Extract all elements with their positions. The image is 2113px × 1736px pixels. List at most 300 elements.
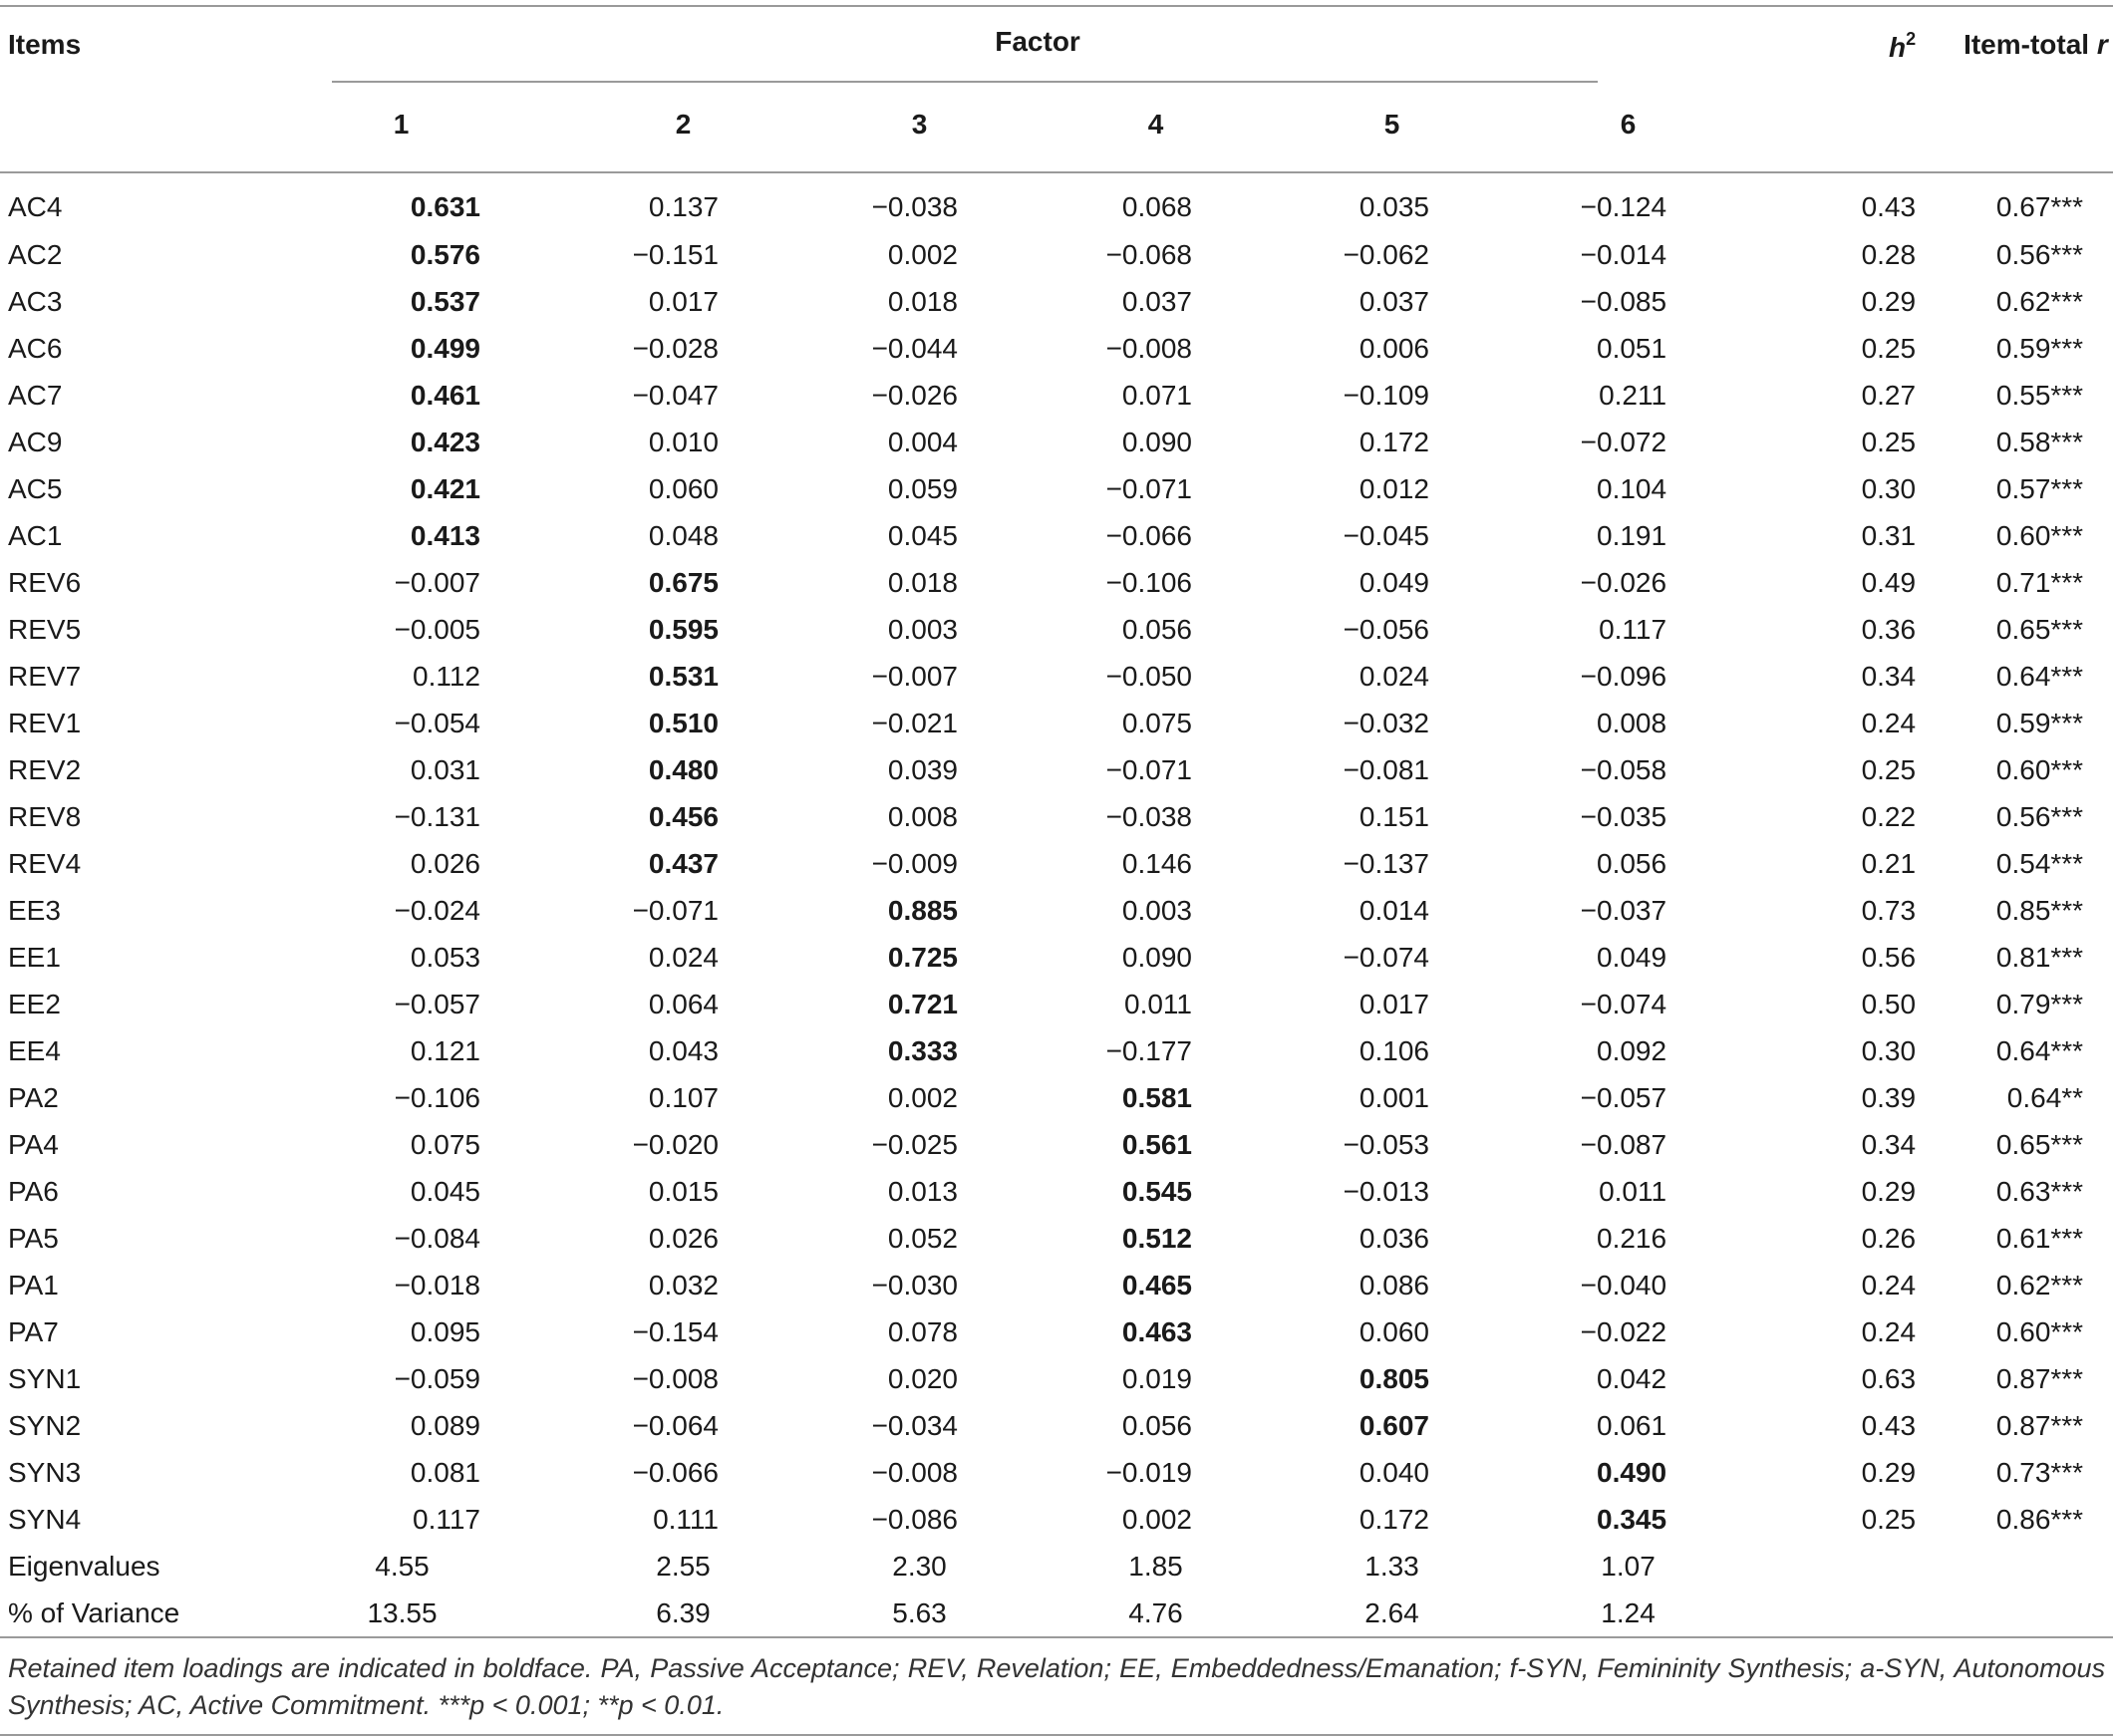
table-row <box>0 1449 2113 1496</box>
factor-6-loading: −0.074 <box>1580 988 1667 1019</box>
table-row <box>0 1496 2113 1543</box>
factor-2-loading: 0.531 <box>648 660 719 692</box>
factor-1-loading: 0.095 <box>410 1315 480 1347</box>
item-label: EE2 <box>8 988 61 1019</box>
factor-4-loading: −0.008 <box>1105 332 1192 364</box>
summary-factor-2: 6.39 <box>656 1596 711 1628</box>
h2-value: 0.22 <box>1861 800 1917 832</box>
item-label: PA7 <box>8 1315 59 1347</box>
factor-2-loading: 0.437 <box>648 847 719 879</box>
factor-1-loading: 0.112 <box>413 660 480 692</box>
table-row <box>0 1308 2113 1355</box>
factor-number-5: 5 <box>1383 108 1400 140</box>
factor-6-loading: 0.117 <box>1599 613 1667 645</box>
h2-value: 0.29 <box>1861 1175 1917 1207</box>
factor-4-loading: −0.066 <box>1105 519 1192 551</box>
item-label: AC9 <box>8 426 63 457</box>
item-label: EE4 <box>8 1034 61 1066</box>
factor-6-loading: −0.057 <box>1580 1081 1667 1113</box>
item-total-prefix: Item-total <box>1963 29 2097 60</box>
item-label: PA2 <box>8 1081 59 1113</box>
factor-5-loading: 0.001 <box>1358 1081 1429 1113</box>
factor-1-loading: 0.081 <box>410 1456 480 1488</box>
h2-value: 0.27 <box>1861 379 1917 411</box>
factor-2-loading: 0.017 <box>648 285 719 317</box>
factor-5-loading: 0.151 <box>1358 800 1429 832</box>
factor-1-loading: −0.084 <box>394 1222 480 1254</box>
factor-1-loading: 0.423 <box>410 426 480 457</box>
factor-6-loading: −0.085 <box>1580 285 1667 317</box>
h2-value: 0.30 <box>1861 1034 1917 1066</box>
factor-4-loading: 0.561 <box>1121 1128 1192 1160</box>
factor-2-loading: −0.008 <box>632 1362 719 1394</box>
factor-3-loading: 0.003 <box>887 613 958 645</box>
item-label: REV1 <box>8 707 82 738</box>
factor-1-loading: 0.075 <box>410 1128 480 1160</box>
table-row <box>0 793 2113 840</box>
table-row <box>0 419 2113 465</box>
factor-3-loading: 0.078 <box>887 1315 958 1347</box>
factor-5-loading: 0.014 <box>1358 894 1429 926</box>
factor-number-1: 1 <box>393 108 410 140</box>
summary-factor-5: 2.64 <box>1364 1596 1419 1628</box>
factor-4-loading: 0.068 <box>1121 191 1192 222</box>
item-total-r-value: 0.87*** <box>1995 1362 2084 1394</box>
item-total-r-value: 0.58*** <box>1995 426 2084 457</box>
factor-6-loading: −0.058 <box>1580 753 1667 785</box>
item-label: REV8 <box>8 800 82 832</box>
item-label: REV7 <box>8 660 82 692</box>
item-total-r-value: 0.81*** <box>1995 941 2084 973</box>
item-total-r-value: 0.62*** <box>1995 285 2084 317</box>
factor-4-loading: 0.037 <box>1121 285 1192 317</box>
factor-5-loading: 0.607 <box>1358 1409 1429 1441</box>
factor-4-loading: 0.011 <box>1124 988 1192 1019</box>
item-total-r-value: 0.60*** <box>1995 1315 2084 1347</box>
table-row <box>0 606 2113 653</box>
factor-3-loading: 0.018 <box>887 285 958 317</box>
factor-1-loading: 0.117 <box>413 1503 480 1535</box>
table-row <box>0 1402 2113 1449</box>
factor-3-loading: 0.002 <box>887 238 958 270</box>
table-row <box>0 278 2113 325</box>
factor-2-loading: 0.675 <box>648 566 719 598</box>
factor-1-loading: 0.461 <box>410 379 480 411</box>
item-label: EE1 <box>8 941 61 973</box>
factor-6-loading: −0.124 <box>1580 191 1667 222</box>
factor-3-loading: 0.725 <box>887 941 958 973</box>
table-row <box>0 840 2113 887</box>
factor-1-loading: −0.007 <box>394 566 480 598</box>
factor-2-loading: 0.010 <box>648 426 719 457</box>
factor-4-loading: 0.075 <box>1121 707 1192 738</box>
factor-4-loading: 0.581 <box>1121 1081 1192 1113</box>
factor-6-loading: 0.061 <box>1597 1409 1667 1441</box>
factor-1-loading: 0.089 <box>410 1409 480 1441</box>
item-label: PA5 <box>8 1222 59 1254</box>
factor-3-loading: −0.086 <box>871 1503 958 1535</box>
item-total-r-value: 0.79*** <box>1995 988 2084 1019</box>
factor-4-loading: 0.056 <box>1121 1409 1192 1441</box>
factor-6-loading: −0.035 <box>1580 800 1667 832</box>
factor-4-loading: 0.090 <box>1121 426 1192 457</box>
item-total-r-value: 0.86*** <box>1995 1503 2084 1535</box>
factor-2-loading: 0.043 <box>648 1034 719 1066</box>
item-label: PA1 <box>8 1269 59 1301</box>
item-total-r-value: 0.64*** <box>1995 1034 2084 1066</box>
factor-5-loading: −0.081 <box>1343 753 1429 785</box>
item-label: PA6 <box>8 1175 59 1207</box>
factor-2-loading: 0.048 <box>648 519 719 551</box>
factor-1-loading: −0.024 <box>394 894 480 926</box>
factor-6-loading: 0.092 <box>1597 1034 1667 1066</box>
item-total-r: r <box>2096 29 2108 60</box>
h2-value: 0.25 <box>1861 426 1917 457</box>
factor-1-loading: −0.131 <box>394 800 480 832</box>
item-label: AC7 <box>8 379 63 411</box>
empty-cell <box>1746 1590 1963 1637</box>
factor-5-loading: 0.024 <box>1358 660 1429 692</box>
table-row <box>0 1262 2113 1308</box>
item-total-r-header <box>1963 6 2113 172</box>
item-total-r-value: 0.71*** <box>1995 566 2084 598</box>
summary-row <box>0 1590 2113 1637</box>
factor-number-3: 3 <box>911 108 928 140</box>
factor-2-loading: −0.151 <box>632 238 719 270</box>
h2-value: 0.21 <box>1861 847 1917 879</box>
item-label: AC3 <box>8 285 63 317</box>
factor-number-6: 6 <box>1620 108 1637 140</box>
factor-4-loading: −0.071 <box>1105 753 1192 785</box>
summary-factor-4: 4.76 <box>1128 1596 1183 1628</box>
item-total-r-value: 0.56*** <box>1995 800 2084 832</box>
h2-value: 0.50 <box>1861 988 1917 1019</box>
factor-3-loading: −0.030 <box>871 1269 958 1301</box>
factor-5-loading: −0.137 <box>1343 847 1429 879</box>
factor-5-loading: −0.032 <box>1343 707 1429 738</box>
table-row <box>0 934 2113 981</box>
summary-factor-1: 4.55 <box>375 1550 430 1582</box>
factor-4-loading: 0.545 <box>1121 1175 1192 1207</box>
table-body <box>0 172 2113 1637</box>
h2-value: 0.25 <box>1861 1503 1917 1535</box>
factor-number-4: 4 <box>1147 108 1164 140</box>
factor-4-loading: 0.146 <box>1121 847 1192 879</box>
item-total-r-value: 0.59*** <box>1995 332 2084 364</box>
h2-value: 0.56 <box>1861 941 1917 973</box>
item-label: REV5 <box>8 613 82 645</box>
summary-factor-4: 1.85 <box>1128 1550 1183 1582</box>
h2-sup: 2 <box>1906 29 1917 49</box>
h2-value: 0.29 <box>1861 1456 1917 1488</box>
item-total-r-value: 0.67*** <box>1995 191 2084 222</box>
factor-3-loading: 0.721 <box>887 988 958 1019</box>
h2-value: 0.34 <box>1861 660 1917 692</box>
items-header: Items <box>8 29 82 60</box>
factor-6-loading: 0.056 <box>1597 847 1667 879</box>
factor-3-loading: 0.008 <box>887 800 958 832</box>
factor-2-loading: 0.595 <box>648 613 719 645</box>
factor-3-loading: 0.885 <box>887 894 958 926</box>
table-row <box>0 1074 2113 1121</box>
empty-cell <box>1963 1590 2113 1637</box>
item-total-r-value: 0.64*** <box>1995 660 2084 692</box>
item-label: AC5 <box>8 472 63 504</box>
factor-1-loading: −0.018 <box>394 1269 480 1301</box>
factor-3-loading: 0.013 <box>887 1175 958 1207</box>
item-label: SYN2 <box>8 1409 82 1441</box>
h2-value: 0.34 <box>1861 1128 1917 1160</box>
factor-2-loading: −0.071 <box>632 894 719 926</box>
factor-3-loading: 0.020 <box>887 1362 958 1394</box>
factor-6-loading: −0.014 <box>1580 238 1667 270</box>
factor-3-loading: −0.025 <box>871 1128 958 1160</box>
summary-factor-6: 1.07 <box>1601 1550 1656 1582</box>
factor-1-loading: −0.005 <box>394 613 480 645</box>
factor-1-loading: 0.045 <box>410 1175 480 1207</box>
factor-6-loading: 0.490 <box>1597 1456 1667 1488</box>
factor-6-loading: 0.008 <box>1597 707 1667 738</box>
item-total-r-value: 0.61*** <box>1995 1222 2084 1254</box>
item-total-r-value: 0.54*** <box>1995 847 2084 879</box>
factor-3-loading: 0.059 <box>887 472 958 504</box>
table-row <box>0 372 2113 419</box>
item-total-r-value: 0.55*** <box>1995 379 2084 411</box>
factor-2-loading: 0.024 <box>648 941 719 973</box>
factor-1-loading: 0.631 <box>410 191 480 222</box>
factor-6-loading: 0.049 <box>1597 941 1667 973</box>
factor-4-loading: 0.465 <box>1121 1269 1192 1301</box>
item-total-r-value: 0.60*** <box>1995 753 2084 785</box>
factor-6-loading: −0.087 <box>1580 1128 1667 1160</box>
item-label: REV6 <box>8 566 82 598</box>
summary-factor-3: 5.63 <box>892 1596 947 1628</box>
factor-6-loading: 0.104 <box>1597 472 1667 504</box>
table-row <box>0 700 2113 746</box>
empty-cell <box>1963 1543 2113 1590</box>
item-total-r-value: 0.65*** <box>1995 1128 2084 1160</box>
h2-value: 0.43 <box>1861 1409 1917 1441</box>
factor-1-loading: 0.499 <box>410 332 480 364</box>
item-total-r-value: 0.64** <box>2006 1081 2084 1113</box>
factor-4-loading: 0.512 <box>1121 1222 1192 1254</box>
table-row <box>0 559 2113 606</box>
item-label: SYN4 <box>8 1503 82 1535</box>
factor-2-loading: −0.047 <box>632 379 719 411</box>
item-total-r-value: 0.60*** <box>1995 519 2084 551</box>
factor-5-loading: 0.172 <box>1358 426 1429 457</box>
item-label: AC1 <box>8 519 63 551</box>
factor-4-loading: −0.038 <box>1105 800 1192 832</box>
factor-3-loading: −0.021 <box>871 707 958 738</box>
factor-5-loading: −0.062 <box>1343 238 1429 270</box>
factor-6-loading: 0.345 <box>1597 1503 1667 1535</box>
factor-5-loading: 0.805 <box>1358 1362 1429 1394</box>
factor-1-loading: 0.413 <box>410 519 480 551</box>
summary-label: Eigenvalues <box>8 1550 160 1582</box>
factor-1-loading: 0.537 <box>410 285 480 317</box>
factor-6-loading: 0.011 <box>1599 1175 1667 1207</box>
factor-5-loading: 0.049 <box>1358 566 1429 598</box>
h2-value: 0.25 <box>1861 332 1917 364</box>
factor-4-loading: −0.071 <box>1105 472 1192 504</box>
factor-3-loading: −0.009 <box>871 847 958 879</box>
factor-6-loading: −0.037 <box>1580 894 1667 926</box>
factor-5-loading: 0.172 <box>1358 1503 1429 1535</box>
factor-3-loading: 0.052 <box>887 1222 958 1254</box>
factor-header: Factor <box>995 26 1080 57</box>
table-row <box>0 746 2113 793</box>
h2-letter: h <box>1888 32 1907 63</box>
factor-1-loading: 0.026 <box>410 847 480 879</box>
factor-5-loading: −0.045 <box>1343 519 1429 551</box>
table-row <box>0 1121 2113 1168</box>
factor-4-loading: 0.463 <box>1121 1315 1192 1347</box>
item-label: EE3 <box>8 894 61 926</box>
factor-4-loading: 0.056 <box>1121 613 1192 645</box>
factor-2-loading: 0.111 <box>653 1503 719 1535</box>
h2-value: 0.63 <box>1861 1362 1917 1394</box>
item-label: AC6 <box>8 332 63 364</box>
factor-1-loading: 0.031 <box>410 753 480 785</box>
factor-5-loading: 0.006 <box>1358 332 1429 364</box>
summary-factor-1: 13.55 <box>367 1596 438 1628</box>
factor-5-loading: 0.037 <box>1358 285 1429 317</box>
table-row <box>0 653 2113 700</box>
factor-5-loading: 0.017 <box>1358 988 1429 1019</box>
h2-header <box>1746 6 1963 172</box>
factor-5-loading: 0.086 <box>1358 1269 1429 1301</box>
factor-6-loading: −0.040 <box>1580 1269 1667 1301</box>
factor-3-loading: 0.039 <box>887 753 958 785</box>
factor-4-loading: −0.106 <box>1105 566 1192 598</box>
factor-5-loading: 0.012 <box>1358 472 1429 504</box>
h2-value: 0.49 <box>1861 566 1917 598</box>
factor-4-loading: −0.177 <box>1105 1034 1192 1066</box>
item-total-r-value: 0.57*** <box>1995 472 2084 504</box>
h2-value: 0.30 <box>1861 472 1917 504</box>
table-header <box>0 6 2113 172</box>
factor-2-loading: 0.060 <box>648 472 719 504</box>
h2-value: 0.28 <box>1861 238 1917 270</box>
summary-factor-5: 1.33 <box>1364 1550 1419 1582</box>
factor-1-loading: −0.106 <box>394 1081 480 1113</box>
table-row <box>0 1215 2113 1262</box>
factor-4-loading: 0.071 <box>1121 379 1192 411</box>
factor-3-loading: 0.002 <box>887 1081 958 1113</box>
factor-1-loading: 0.421 <box>410 472 480 504</box>
factor-6-loading: −0.022 <box>1580 1315 1667 1347</box>
factor-5-loading: 0.036 <box>1358 1222 1429 1254</box>
factor-6-loading: −0.096 <box>1580 660 1667 692</box>
table-row <box>0 231 2113 278</box>
factor-1-loading: 0.576 <box>410 238 480 270</box>
factor-2-loading: 0.456 <box>648 800 719 832</box>
factor-2-loading: −0.028 <box>632 332 719 364</box>
item-total-r-value: 0.62*** <box>1995 1269 2084 1301</box>
factor-1-loading: 0.121 <box>410 1034 480 1066</box>
h2-value: 0.29 <box>1861 285 1917 317</box>
item-label: SYN3 <box>8 1456 82 1488</box>
item-total-r-value: 0.59*** <box>1995 707 2084 738</box>
h2-value: 0.39 <box>1861 1081 1917 1113</box>
factor-4-loading: −0.050 <box>1105 660 1192 692</box>
item-total-r-value: 0.73*** <box>1995 1456 2084 1488</box>
factor-5-loading: 0.106 <box>1358 1034 1429 1066</box>
item-total-r-value: 0.85*** <box>1995 894 2084 926</box>
summary-label: % of Variance <box>8 1596 180 1628</box>
summary-factor-2: 2.55 <box>656 1550 711 1582</box>
factor-4-loading: 0.019 <box>1121 1362 1192 1394</box>
factor-6-loading: 0.191 <box>1597 519 1667 551</box>
factor-5-loading: −0.056 <box>1343 613 1429 645</box>
factor-5-loading: −0.109 <box>1343 379 1429 411</box>
h2-value: 0.31 <box>1861 519 1917 551</box>
factor-2-loading: 0.137 <box>648 191 719 222</box>
h2-value: 0.24 <box>1861 1315 1917 1347</box>
factor-3-loading: −0.038 <box>871 191 958 222</box>
factor-5-loading: 0.035 <box>1358 191 1429 222</box>
item-label: REV4 <box>8 847 82 879</box>
factor-4-loading: 0.003 <box>1121 894 1192 926</box>
factor-6-loading: 0.051 <box>1597 332 1667 364</box>
summary-factor-3: 2.30 <box>892 1550 947 1582</box>
h2-value: 0.36 <box>1861 613 1917 645</box>
factor-2-loading: −0.064 <box>632 1409 719 1441</box>
factor-loadings-table <box>0 5 2113 1736</box>
factor-1-loading: −0.059 <box>394 1362 480 1394</box>
factor-4-loading: −0.068 <box>1105 238 1192 270</box>
h2-value: 0.73 <box>1861 894 1917 926</box>
factor-6-loading: 0.216 <box>1597 1222 1667 1254</box>
factor-5-loading: −0.074 <box>1343 941 1429 973</box>
factor-3-loading: 0.004 <box>887 426 958 457</box>
h2-value: 0.24 <box>1861 1269 1917 1301</box>
table-row <box>0 465 2113 512</box>
factor-2-loading: 0.107 <box>648 1081 719 1113</box>
factor-5-loading: −0.053 <box>1343 1128 1429 1160</box>
factor-3-loading: −0.034 <box>871 1409 958 1441</box>
empty-cell <box>1746 1543 1963 1590</box>
factor-6-loading: 0.042 <box>1597 1362 1667 1394</box>
factor-6-loading: −0.026 <box>1580 566 1667 598</box>
item-label: AC2 <box>8 238 63 270</box>
factor-5-loading: 0.040 <box>1358 1456 1429 1488</box>
factor-3-loading: 0.045 <box>887 519 958 551</box>
h2-value: 0.43 <box>1861 191 1917 222</box>
factor-2-loading: −0.020 <box>632 1128 719 1160</box>
factor-4-loading: 0.090 <box>1121 941 1192 973</box>
factor-5-loading: 0.060 <box>1358 1315 1429 1347</box>
table-row <box>0 172 2113 231</box>
item-label: REV2 <box>8 753 82 785</box>
factor-3-loading: −0.026 <box>871 379 958 411</box>
factor-2-loading: 0.064 <box>648 988 719 1019</box>
factor-3-loading: −0.007 <box>871 660 958 692</box>
factor-3-loading: −0.044 <box>871 332 958 364</box>
factor-1-loading: 0.053 <box>410 941 480 973</box>
item-total-r-value: 0.63*** <box>1995 1175 2084 1207</box>
factor-6-loading: −0.072 <box>1580 426 1667 457</box>
factor-4-loading: −0.019 <box>1105 1456 1192 1488</box>
factor-2-loading: 0.510 <box>648 707 719 738</box>
factor-2-loading: 0.480 <box>648 753 719 785</box>
factor-2-loading: −0.154 <box>632 1315 719 1347</box>
factor-number-2: 2 <box>675 108 692 140</box>
item-label: PA4 <box>8 1128 59 1160</box>
table-row <box>0 512 2113 559</box>
item-total-r-value: 0.65*** <box>1995 613 2084 645</box>
